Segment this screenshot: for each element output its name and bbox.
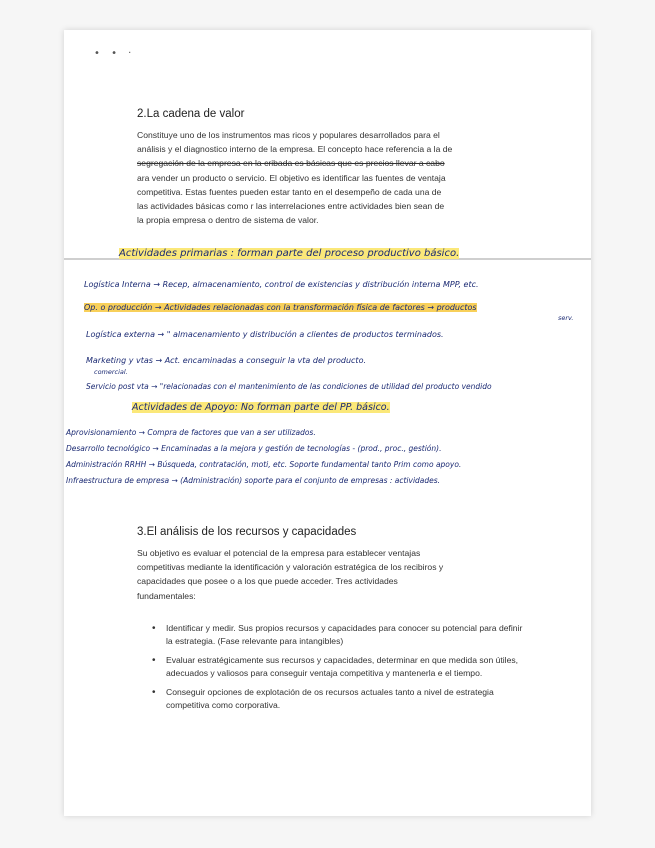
handwritten-item: Administración RRHH → Búsqueda, contratación, moti, etc. Soporte fundamental tanto Prim como apoyo. <box>66 460 462 469</box>
handwritten-apoyo-heading: Actividades de Apoyo: No forman parte del PP. básico. <box>132 402 390 413</box>
page-dots: • • · <box>94 48 136 59</box>
handwritten-item: Infraestructura de empresa → (Administración) soporte para el conjunto de empresas : actividades. <box>66 476 441 485</box>
section-2-paragraph <box>137 128 577 227</box>
section-3-paragraph <box>137 546 577 603</box>
paragraph-line: fundamentales: <box>137 590 196 601</box>
document-page <box>64 30 591 816</box>
handwritten-item: Logística Interna → Recep, almacenamiento, control de existencias y distribución interna MPP, etc. <box>84 280 479 289</box>
paragraph-line: competitivas mediante la identificación y valoración estratégica de los recibiros y <box>137 562 444 573</box>
paragraph-line: competitiva. Estas fuentes pueden estar tanto en el desempeño de cada una de <box>137 186 442 197</box>
list-item: • Identificar y medir. Sus propios recursos y capacidades para conocer su potencial para definir la estrategia. (Fase relevante para intangibles) <box>150 622 530 648</box>
paragraph-line: análisis y el diagnostico interno de la empresa. El concepto hace referencia a la de <box>137 144 453 155</box>
handwritten-item: Desarrollo tecnológico → Encaminadas a la mejora y gestión de tecnologías - (prod., proc., gestión). <box>66 444 442 453</box>
handwritten-item: Marketing y vtas → Act. encaminadas a conseguir la vta del producto. <box>86 356 367 365</box>
paragraph-line: capacidades que posee o a los que puede acceder. Tres actividades <box>137 576 398 587</box>
handwritten-note: serv. <box>558 314 574 322</box>
handwritten-item: Logística externa → " almacenamiento y distribución a clientes de productos terminados. <box>86 330 444 339</box>
paragraph-line: Constituye uno de los instrumentos mas ricos y populares desarrollados para el <box>137 130 440 140</box>
section-2-title: 2.La cadena de valor <box>137 108 245 120</box>
handwritten-item: Aprovisionamiento → Compra de factores que van a ser utilizados. <box>66 428 316 437</box>
handwritten-primarias-heading: Actividades primarias : forman parte del proceso productivo básico. <box>119 248 460 259</box>
handwritten-item: Op. o producción → Actividades relacionadas con la transformación física de factores → productos <box>84 303 477 312</box>
paragraph-line: Su objetivo es evaluar el potencial de la empresa para establecer ventajas <box>137 548 421 558</box>
list-item: • Evaluar estratégicamente sus recursos y capacidades, determinar en que medida son útiles, adecuados y valiosos para conseguir ventaja competitiva y mantenerla e el tiempo. <box>150 654 530 680</box>
section-3-bullet-list <box>150 622 530 718</box>
section-3-title: 3.El análisis de los recursos y capacidades <box>137 526 357 538</box>
paragraph-line: la propia empresa o dentro de sistema de valor. <box>137 215 319 226</box>
list-item: • Conseguir opciones de explotación de os recursos actuales tanto a nivel de estrategia competitiva como corporativa. <box>150 686 530 712</box>
paragraph-line: las actividades básicas como r las interrelaciones entre actividades bien sean de <box>137 201 445 212</box>
handwritten-note: comercial. <box>94 368 128 376</box>
paragraph-line: segregación de la empresa en la cribada es básicas que es precios llevar a cabo <box>137 158 445 169</box>
handwritten-item: Servicio post vta → "relacionadas con el mantenimiento de las condiciones de utilidad del producto vendido <box>86 382 492 391</box>
paragraph-line: ara vender un producto o servicio. El objetivo es identificar las fuentes de ventaja <box>137 172 446 183</box>
